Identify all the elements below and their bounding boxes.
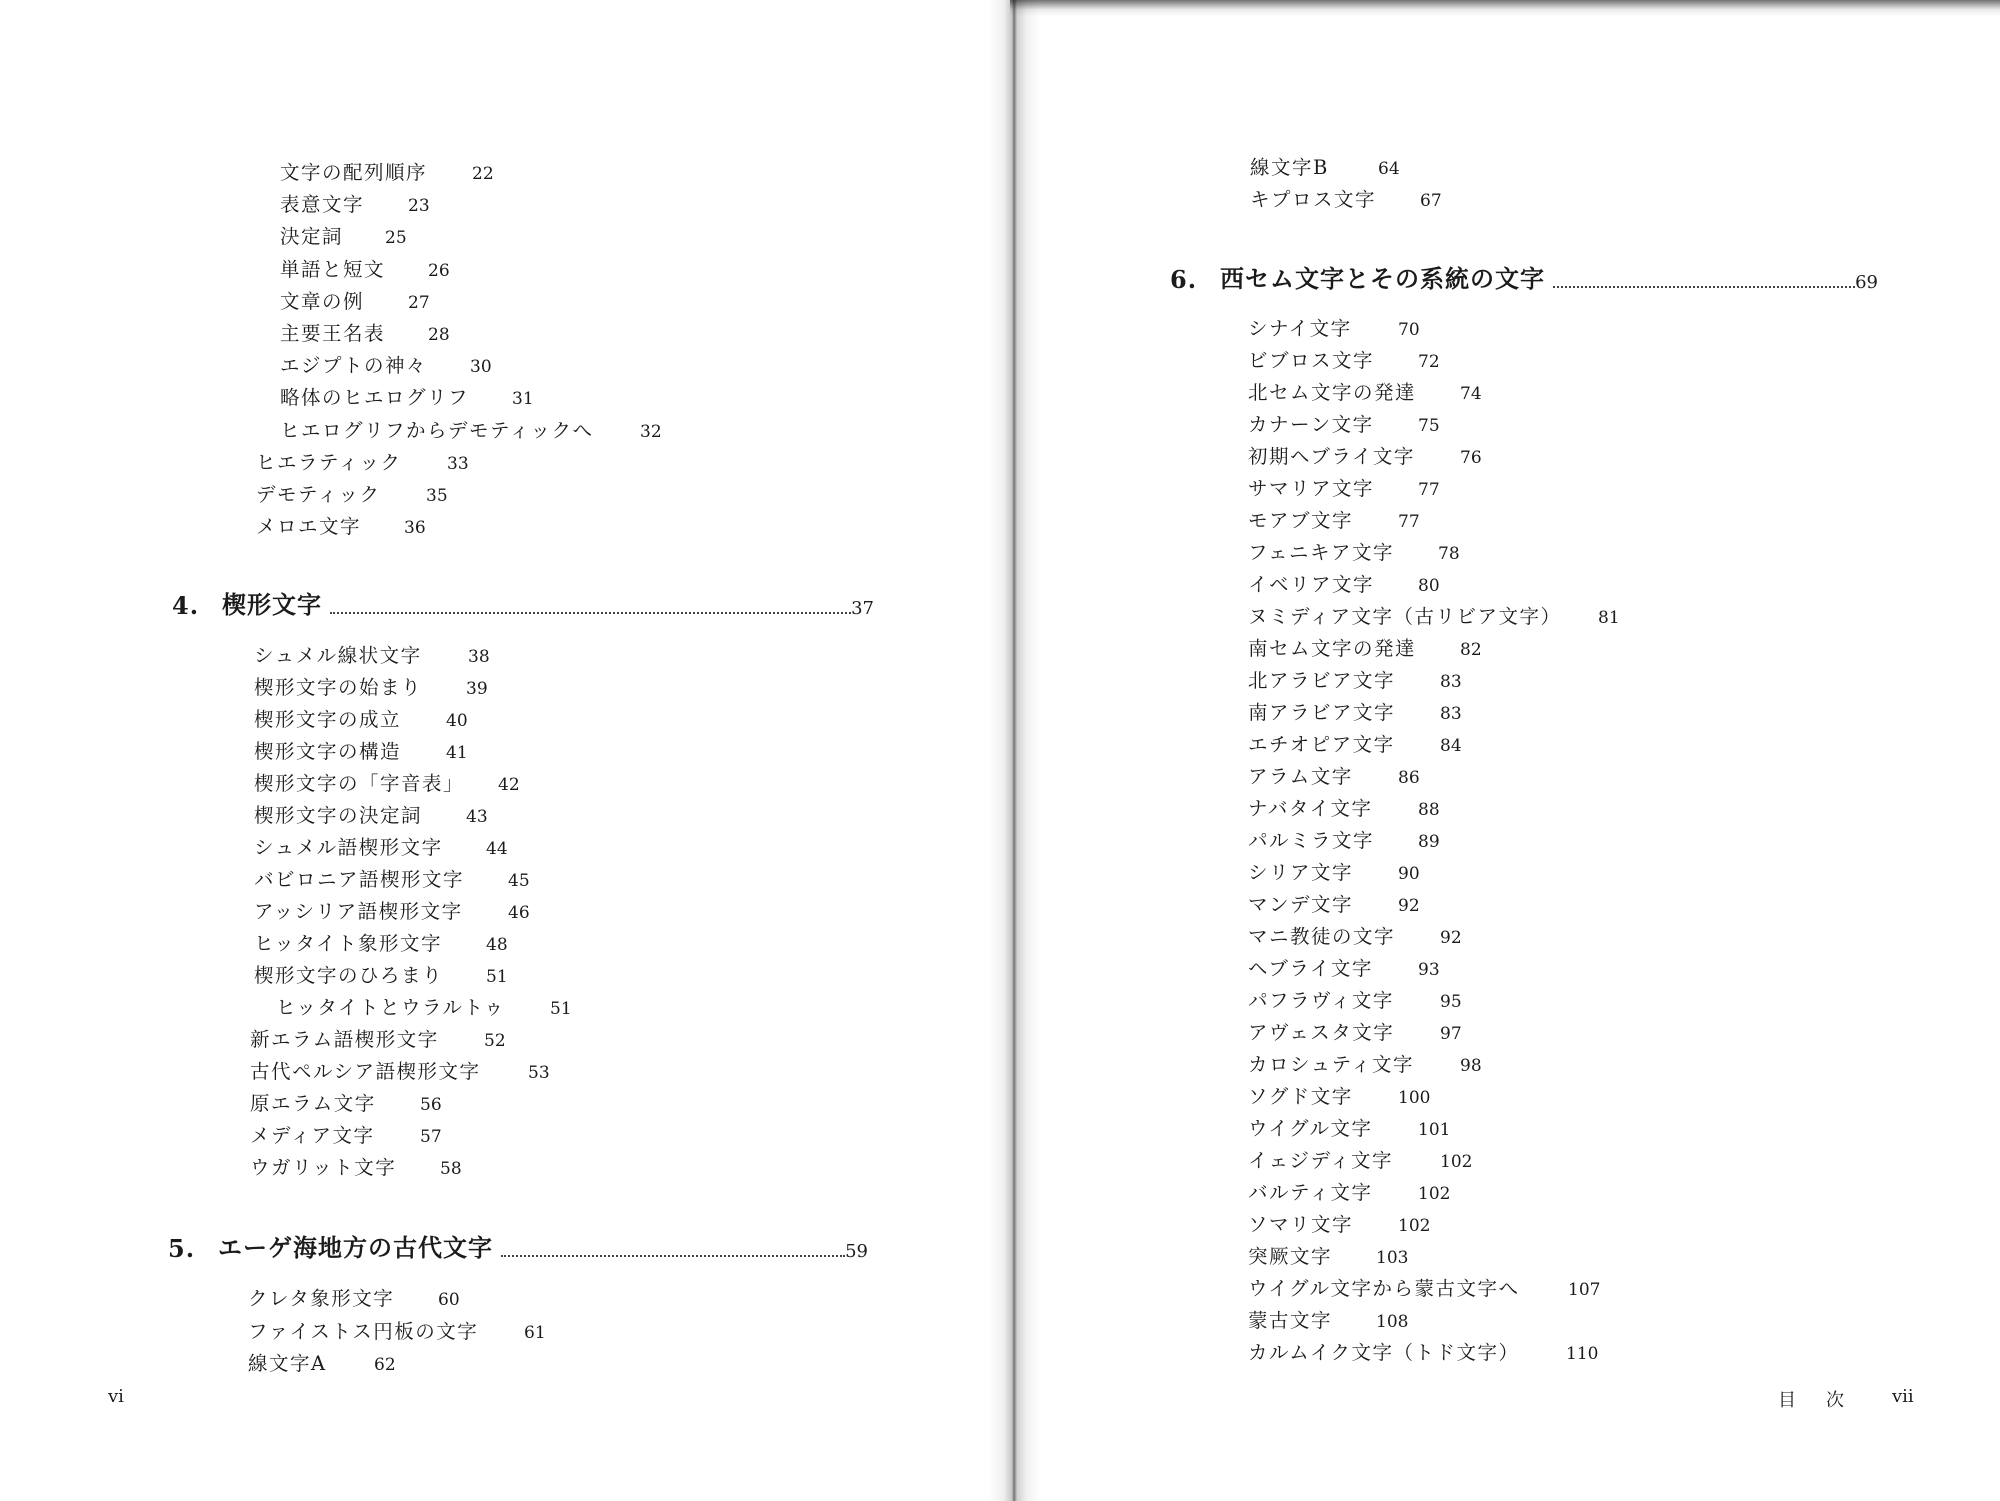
section-number: 4. [172, 591, 200, 620]
toc-entry-label: メディア文字 [250, 1124, 375, 1147]
toc-entry-label: ウイグル文字から蒙古文字へ [1248, 1277, 1520, 1300]
toc-entry[interactable] [1248, 985, 1462, 1013]
toc-entry[interactable] [1248, 889, 1420, 917]
toc-entry-page: 39 [466, 679, 488, 699]
toc-entry[interactable] [280, 382, 534, 410]
toc-entry-label: 突厥文字 [1248, 1245, 1333, 1268]
toc-entry-label: 楔形文字の決定詞 [254, 804, 423, 827]
toc-entry-label: メロエ文字 [256, 515, 362, 538]
toc-entry-page: 74 [1460, 384, 1482, 404]
toc-entry-page: 32 [640, 422, 662, 442]
toc-entry-label: 初期ヘブライ文字 [1248, 445, 1415, 468]
toc-entry-label: マニ教徒の文字 [1248, 925, 1396, 948]
toc-entry-label: ウガリット文字 [250, 1156, 397, 1179]
toc-entry[interactable] [1248, 1113, 1450, 1141]
toc-entry[interactable] [248, 1283, 460, 1311]
toc-entry[interactable] [1250, 152, 1400, 180]
toc-entry-label: ヒッタイトとウラルトゥ [276, 996, 505, 1019]
toc-entry-label: 線文字B [1250, 156, 1329, 179]
toc-entry-page: 51 [486, 967, 508, 987]
toc-entry[interactable] [1248, 377, 1482, 405]
toc-entry[interactable] [254, 960, 508, 988]
toc-entry[interactable] [250, 1088, 442, 1116]
toc-entry-page: 72 [1418, 352, 1440, 372]
toc-entry-page: 101 [1418, 1120, 1451, 1140]
toc-entry-label: ヒッタイト象形文字 [254, 932, 443, 955]
toc-entry-label: 線文字A [248, 1352, 327, 1375]
toc-entry[interactable] [1248, 1177, 1450, 1205]
toc-entry[interactable] [1248, 537, 1460, 565]
section-heading-5[interactable] [168, 1227, 868, 1263]
toc-entry[interactable] [254, 832, 508, 860]
section-page: 69 [1855, 272, 1878, 293]
toc-entry-label: エジプトの神々 [280, 354, 428, 377]
toc-entry-label: パルミラ文字 [1248, 829, 1375, 852]
toc-entry-label: シュメル語楔形文字 [254, 836, 443, 859]
toc-entry[interactable] [280, 221, 407, 249]
toc-entry-page: 60 [438, 1290, 460, 1310]
toc-entry-label: 主要王名表 [280, 322, 386, 345]
toc-entry-page: 70 [1398, 320, 1420, 340]
toc-entry[interactable] [1248, 441, 1482, 469]
toc-entry[interactable] [1248, 697, 1462, 725]
toc-entry-page: 84 [1440, 736, 1462, 756]
toc-entry-label: 古代ペルシア語楔形文字 [250, 1060, 481, 1083]
toc-entry-page: 53 [528, 1063, 550, 1083]
toc-entry-page: 35 [426, 486, 448, 506]
toc-entry[interactable] [1248, 825, 1440, 853]
toc-entry[interactable] [250, 1024, 506, 1052]
toc-entry-page: 40 [446, 711, 468, 731]
toc-entry-page: 23 [408, 196, 430, 216]
toc-entry-page: 67 [1420, 191, 1442, 211]
toc-entry-page: 78 [1438, 544, 1460, 564]
toc-entry[interactable] [256, 479, 448, 507]
toc-entry-page: 82 [1460, 640, 1482, 660]
toc-entry-label: 決定詞 [280, 225, 344, 248]
toc-entry-page: 86 [1398, 768, 1420, 788]
toc-entry[interactable] [1248, 1049, 1482, 1077]
toc-entry-page: 76 [1460, 448, 1482, 468]
toc-entry-page: 45 [508, 871, 530, 891]
toc-entry-page: 51 [550, 999, 572, 1019]
toc-entry-page: 98 [1460, 1056, 1482, 1076]
toc-entry-page: 22 [472, 164, 494, 184]
toc-entry[interactable] [1248, 921, 1462, 949]
toc-entry[interactable] [1248, 1017, 1462, 1045]
toc-entry-page: 48 [486, 935, 508, 955]
toc-entry-label: モアブ文字 [1248, 509, 1354, 532]
toc-entry-label: デモティック [256, 483, 381, 506]
toc-entry[interactable] [1248, 953, 1440, 981]
toc-entry-page: 33 [447, 454, 469, 474]
toc-entry[interactable] [256, 447, 469, 475]
toc-entry-label: 南アラビア文字 [1248, 701, 1396, 724]
toc-entry-label: 単語と短文 [280, 258, 386, 281]
toc-entry-page: 75 [1418, 416, 1440, 436]
toc-entry-page: 83 [1440, 704, 1462, 724]
toc-entry-label: ヘブライ文字 [1248, 957, 1373, 980]
toc-entry-label: アッシリア語楔形文字 [254, 900, 463, 923]
toc-entry-label: バビロニア語楔形文字 [254, 868, 465, 891]
toc-entry[interactable] [254, 800, 488, 828]
toc-entry-page: 77 [1398, 512, 1420, 532]
toc-entry-page: 42 [498, 775, 520, 795]
toc-entry-page: 88 [1418, 800, 1440, 820]
toc-entry[interactable] [1248, 313, 1420, 341]
section-heading-6[interactable] [1170, 258, 1878, 294]
toc-entry[interactable] [1248, 409, 1440, 437]
toc-entry-page: 107 [1568, 1280, 1601, 1300]
toc-entry[interactable] [254, 928, 508, 956]
page-edge-shadow [1010, 0, 2000, 16]
toc-entry-label: ヒエログリフからデモティックへ [280, 419, 594, 442]
toc-entry-page: 64 [1378, 159, 1400, 179]
toc-entry-label: カルムイク文字（トド文字） [1248, 1341, 1520, 1364]
toc-entry-page: 36 [404, 518, 426, 538]
toc-entry-label: フェニキア文字 [1248, 541, 1395, 564]
toc-entry[interactable] [250, 1056, 550, 1084]
toc-entry[interactable] [1248, 633, 1482, 661]
toc-entry[interactable] [254, 672, 488, 700]
toc-entry-label: ソマリ文字 [1248, 1213, 1354, 1236]
dot-leader [330, 612, 851, 614]
section-page: 37 [851, 598, 874, 619]
toc-entry-label: イベリア文字 [1248, 573, 1375, 596]
toc-entry[interactable] [280, 415, 662, 443]
toc-entry-page: 38 [468, 647, 490, 667]
toc-entry[interactable] [280, 350, 492, 378]
toc-entry-label: クレタ象形文字 [248, 1287, 395, 1310]
toc-entry[interactable] [256, 511, 426, 539]
toc-entry-page: 108 [1376, 1312, 1409, 1332]
toc-entry[interactable] [1248, 857, 1420, 885]
toc-entry-page: 30 [470, 357, 492, 377]
toc-entry[interactable] [250, 1152, 462, 1180]
toc-entry-page: 44 [486, 839, 508, 859]
toc-entry-label: 楔形文字の構造 [254, 740, 402, 763]
toc-entry-label: 新エラム語楔形文字 [250, 1028, 439, 1051]
toc-entry-page: 102 [1440, 1152, 1473, 1172]
section-page: 59 [845, 1241, 868, 1262]
toc-entry[interactable] [280, 189, 430, 217]
toc-entry-label: 文字の配列順序 [280, 161, 428, 184]
toc-entry-label: 楔形文字の「字音表」 [254, 772, 465, 795]
toc-entry[interactable] [280, 157, 494, 185]
page-number-right: vii [1892, 1386, 1914, 1407]
toc-entry-page: 27 [408, 293, 430, 313]
toc-entry[interactable] [248, 1316, 546, 1344]
toc-entry[interactable] [248, 1348, 396, 1376]
toc-entry[interactable] [1248, 729, 1462, 757]
toc-entry-label: 蒙古文字 [1248, 1309, 1333, 1332]
toc-entry[interactable] [250, 1120, 442, 1148]
toc-entry-page: 83 [1440, 672, 1462, 692]
toc-entry[interactable] [254, 896, 530, 924]
toc-entry[interactable] [1248, 569, 1440, 597]
toc-entry-label: イェジディ文字 [1248, 1149, 1393, 1172]
toc-entry-page: 52 [484, 1031, 506, 1051]
toc-entry[interactable] [1248, 1241, 1408, 1269]
toc-entry-label: マンデ文字 [1248, 893, 1354, 916]
toc-entry-label: アヴェスタ文字 [1248, 1021, 1395, 1044]
toc-entry-page: 41 [446, 743, 468, 763]
right-page [1008, 0, 2000, 1501]
toc-entry-page: 61 [524, 1323, 546, 1343]
toc-entry-label: ファイストス円板の文字 [248, 1320, 479, 1343]
toc-entry[interactable] [1248, 473, 1440, 501]
toc-entry-label: 楔形文字のひろまり [254, 964, 444, 987]
toc-entry-page: 77 [1418, 480, 1440, 500]
toc-entry-label: サマリア文字 [1248, 477, 1375, 500]
toc-entry-page: 31 [512, 389, 534, 409]
toc-entry[interactable] [276, 992, 572, 1020]
toc-entry-label: 楔形文字の始まり [254, 676, 423, 699]
toc-entry[interactable] [254, 736, 468, 764]
dot-leader [501, 1255, 845, 1257]
toc-entry-label: 文章の例 [280, 290, 365, 313]
toc-entry-label: アラム文字 [1248, 765, 1353, 788]
toc-entry-label: 原エラム文字 [250, 1092, 376, 1115]
toc-entry-page: 100 [1398, 1088, 1431, 1108]
toc-entry-page: 26 [428, 261, 450, 281]
section-number: 6. [1170, 265, 1198, 294]
toc-entry[interactable] [1248, 345, 1440, 373]
toc-entry-page: 57 [420, 1127, 442, 1147]
toc-entry-label: ヒエラティック [256, 451, 402, 474]
toc-entry-label: ビブロス文字 [1248, 349, 1375, 372]
toc-entry-label: バルティ文字 [1248, 1181, 1373, 1204]
toc-entry[interactable] [1248, 1209, 1430, 1237]
toc-entry[interactable] [1248, 761, 1420, 789]
toc-entry-page: 80 [1418, 576, 1440, 596]
toc-entry-page: 56 [420, 1095, 442, 1115]
toc-entry[interactable] [254, 768, 520, 796]
toc-entry[interactable] [254, 864, 530, 892]
toc-entry[interactable] [254, 704, 468, 732]
toc-entry-label: ナバタイ文字 [1248, 797, 1373, 820]
toc-entry-page: 92 [1440, 928, 1462, 948]
toc-entry[interactable] [280, 254, 450, 282]
dot-leader [1553, 286, 1855, 288]
toc-entry[interactable] [1248, 505, 1420, 533]
toc-entry[interactable] [280, 318, 450, 346]
toc-entry[interactable] [1248, 1305, 1408, 1333]
toc-entry[interactable] [1248, 1273, 1600, 1301]
toc-entry-label: カナーン文字 [1248, 413, 1374, 436]
toc-entry-page: 103 [1376, 1248, 1409, 1268]
toc-entry-label: シリア文字 [1248, 861, 1354, 884]
toc-entry-page: 97 [1440, 1024, 1462, 1044]
toc-entry-page: 90 [1398, 864, 1420, 884]
toc-entry-label: 楔形文字の成立 [254, 708, 402, 731]
toc-entry-label: 北アラビア文字 [1248, 669, 1396, 692]
toc-entry-label: 表意文字 [280, 193, 365, 216]
toc-entry-page: 102 [1398, 1216, 1431, 1236]
toc-entry-label: シナイ文字 [1248, 317, 1352, 340]
toc-entry[interactable] [254, 640, 490, 668]
toc-entry[interactable] [280, 286, 430, 314]
toc-entry[interactable] [1248, 1081, 1430, 1109]
toc-entry-label: 略体のヒエログリフ [280, 386, 470, 409]
toc-entry-page: 81 [1598, 608, 1620, 628]
toc-entry-page: 92 [1398, 896, 1420, 916]
toc-entry-page: 95 [1440, 992, 1462, 1012]
toc-entry-label: カロシュティ文字 [1248, 1053, 1415, 1076]
toc-entry-label: 北セム文字の発達 [1248, 381, 1417, 404]
toc-entry-page: 62 [374, 1355, 396, 1375]
section-title: 楔形文字 [222, 590, 322, 619]
section-number: 5. [168, 1234, 196, 1263]
toc-entry[interactable] [1250, 184, 1442, 212]
toc-entry-label: シュメル線状文字 [254, 644, 422, 667]
toc-entry-page: 43 [466, 807, 488, 827]
toc-entry-page: 46 [508, 903, 530, 923]
section-heading-4[interactable] [172, 584, 874, 620]
toc-entry-label: ソグド文字 [1248, 1085, 1353, 1108]
toc-entry[interactable] [1248, 1145, 1472, 1173]
toc-entry-label: 南セム文字の発達 [1248, 637, 1417, 660]
toc-entry-page: 102 [1418, 1184, 1451, 1204]
toc-entry-page: 89 [1418, 832, 1440, 852]
toc-entry-label: エチオピア文字 [1248, 733, 1395, 756]
book-gutter-shadow [988, 0, 1040, 1501]
toc-entry[interactable] [1248, 601, 1620, 629]
page-number-left: vi [108, 1386, 124, 1407]
toc-entry-page: 93 [1418, 960, 1440, 980]
toc-entry[interactable] [1248, 793, 1440, 821]
toc-entry-label: ヌミディア文字（古リビア文字） [1248, 605, 1562, 628]
toc-entry-label: パフラヴィ文字 [1248, 989, 1394, 1012]
toc-entry-page: 25 [385, 228, 407, 248]
toc-entry-label: ウイグル文字 [1248, 1117, 1373, 1140]
toc-entry-page: 110 [1566, 1344, 1599, 1364]
running-head: 目 次 [1778, 1390, 1850, 1411]
section-title: エーゲ海地方の古代文字 [218, 1233, 493, 1262]
section-title: 西セム文字とその系統の文字 [1220, 264, 1545, 293]
toc-entry[interactable] [1248, 1337, 1598, 1365]
toc-entry-label: キプロス文字 [1250, 188, 1377, 211]
toc-entry-page: 28 [428, 325, 450, 345]
toc-entry[interactable] [1248, 665, 1462, 693]
toc-entry-page: 58 [440, 1159, 462, 1179]
